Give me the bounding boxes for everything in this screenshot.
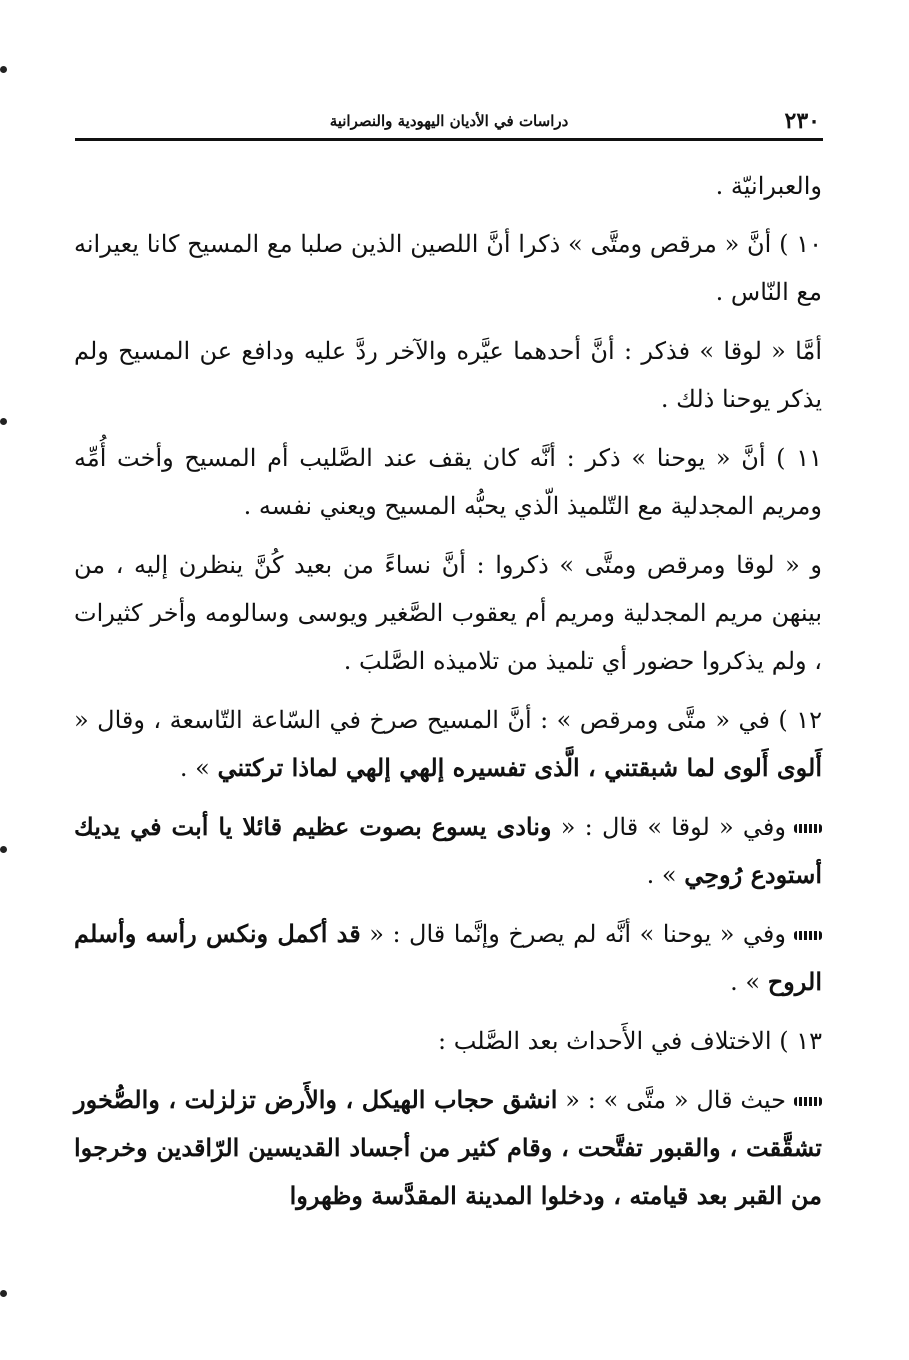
paragraph-0 <box>74 162 822 210</box>
paragraph-0-text: والعبرانيّة . <box>715 172 822 200</box>
matthew-quote: انشق حجاب الهيكل ، والأَرض تزلزلت ، والصُّخور تشقَّقت ، والقبور تفتَّحت ، وقام كثير من أجساد القديسين الرّاقدين وخرجوا من القبر بعد قيامته ، ودخلوا المدينة المقدَّسة وظهروا <box>74 1085 822 1210</box>
scan-edge-mark <box>0 66 7 73</box>
paragraph-13 <box>74 1017 822 1065</box>
page-body <box>74 162 822 1231</box>
pointing-hand-icon <box>794 1097 822 1106</box>
paragraph-john-quote <box>74 910 822 1006</box>
paragraph-12-quote: أَلوى أَلوى لما شبقتني ، الَّذى تفسيره إلهي إلهي لماذا تركتني <box>217 753 822 782</box>
item-number-10: ١٠ ) <box>779 230 822 258</box>
paragraph-women <box>74 541 822 685</box>
paragraph-women-text: و « لوقا ومرقص ومتَّى » ذكروا : أنَّ نساءً من بعيد كُنَّ ينظرن إليه ، من بينهن مريم المجدلية ومريم أم يعقوب الصَّغير ويوسى وسالومه وأخر كثيرات ، ولم يذكروا حضور أي تلميذ من تلاميذه الصَّلبَ . <box>74 551 822 675</box>
pointing-hand-icon <box>794 824 822 833</box>
page-header <box>78 108 820 136</box>
header-rule <box>75 138 823 141</box>
scan-edge-mark <box>0 418 7 425</box>
page-number: ٢٣٠ <box>784 108 820 134</box>
paragraph-10-text: أنَّ « مرقص ومتَّى » ذكرا أنَّ اللصين الذين صلبا مع المسيح كانا يعيرانه مع النّاس . <box>74 230 822 306</box>
paragraph-12 <box>74 696 822 792</box>
paragraph-luke-quote <box>74 803 822 899</box>
paragraph-luke-text: أمَّا « لوقا » فذكر : أنَّ أحدهما عيَّره والآخر ردَّ عليه ودافع عن المسيح ولم يذكر يوحنا ذلك . <box>74 337 822 413</box>
pointing-hand-icon <box>794 931 822 940</box>
paragraph-matthew-quote <box>74 1076 822 1220</box>
paragraph-matthew-quote-text: حيث قال « متَّى » : « <box>557 1086 786 1114</box>
paragraph-luke-quote-text: وفي « لوقا » قال : « <box>551 813 786 841</box>
scan-edge-mark <box>0 1290 7 1297</box>
paragraph-11-text: أنَّ « يوحنا » ذكر : أنَّه كان يقف عند الصَّليب أم المسيح وأخت أُمِّه ومريم المجدلية مع التّلميذ الّذي يحبُّه المسيح ويعني نفسه . <box>74 444 822 520</box>
paragraph-12-end: » . <box>179 754 218 782</box>
item-number-11: ١١ ) <box>776 444 822 472</box>
paragraph-13-text: الاختلاف في الأَحداث بعد الصَّلب : <box>438 1027 772 1055</box>
paragraph-luke <box>74 327 822 423</box>
paragraph-luke-quote-end: » . <box>646 861 685 889</box>
paragraph-12-text: في « متَّى ومرقص » : أنَّ المسيح صرخ في السّاعة التّاسعة ، وقال « <box>74 706 770 734</box>
luke-quote: ونادى يسوع بصوت عظيم قائلا يا أبت في يديك أستودع رُوحِي <box>74 812 822 889</box>
scan-edge-mark <box>0 846 7 853</box>
paragraph-john-quote-end: » . <box>730 968 768 996</box>
paragraph-john-quote-text: وفي « يوحنا » أنَّه لم يصرخ وإنَّما قال : « <box>360 920 786 948</box>
paragraph-11 <box>74 434 822 530</box>
john-quote: قد أكمل ونكس رأسه وأسلم الروح <box>74 919 822 996</box>
item-number-12: ١٢ ) <box>778 706 822 734</box>
item-number-13: ١٣ ) <box>779 1027 822 1055</box>
paragraph-10 <box>74 220 822 316</box>
running-title: دراسات في الأديان اليهودية والنصرانية <box>329 112 569 130</box>
